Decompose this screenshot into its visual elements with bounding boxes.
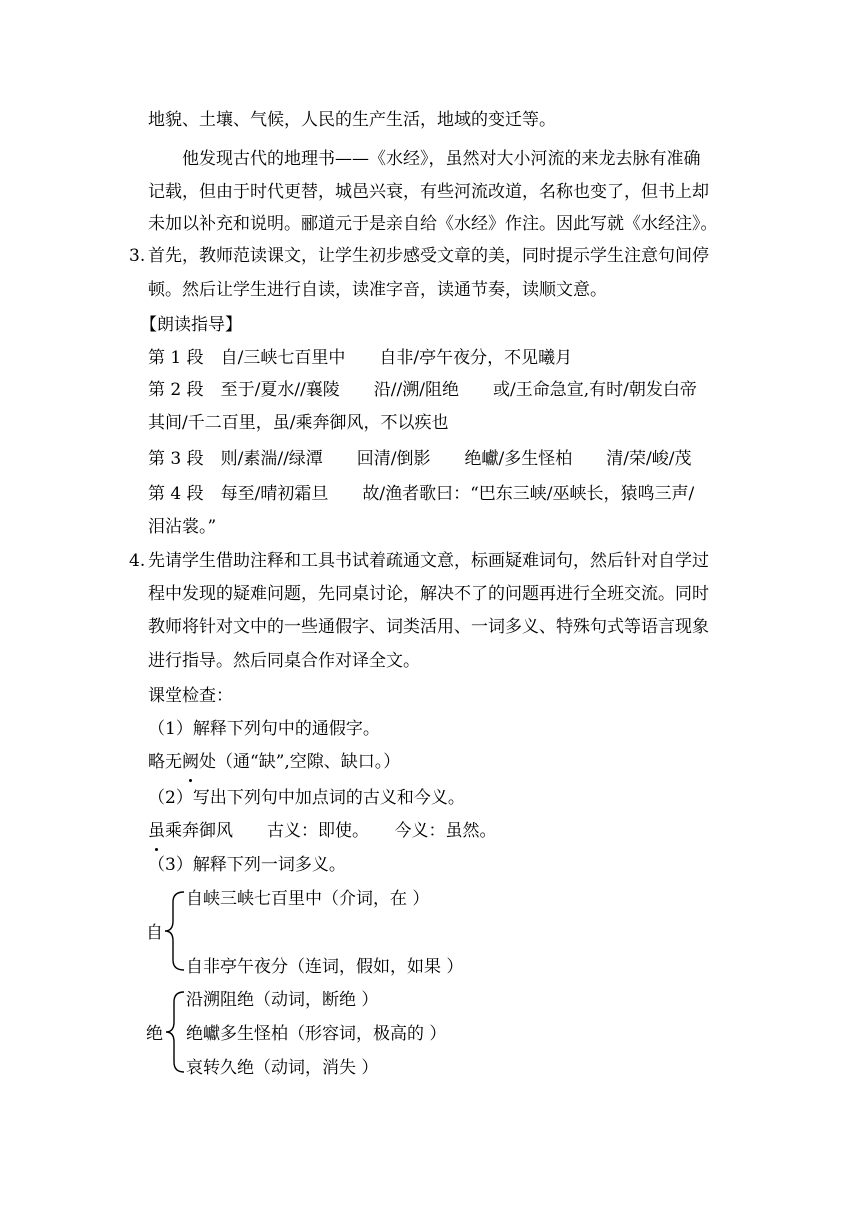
- reading-guide-line: 第 4 段 每至/晴初霜旦 故/渔者歌曰：“巴东三峡/巫峡长，猿鸣三声/: [148, 484, 695, 504]
- answer-line: [148, 819, 497, 843]
- meaning-line: 沿溯阻绝（动词，断绝 ）: [186, 990, 379, 1010]
- emphasis-dot-char: 阙: [182, 752, 199, 772]
- answer-text: 略无: [148, 752, 182, 772]
- meaning-line: 自非亭午夜分（连词，假如，如果 ）: [186, 957, 464, 977]
- paragraph-line: 进行指导。然后同桌合作对译全文。: [148, 651, 420, 671]
- paragraph-line: 顿。然后让学生进行自读，读准字音，读通节奏，读顺文意。: [148, 280, 607, 300]
- curly-brace-icon: [162, 890, 186, 972]
- reading-guide-line: 第 2 段 至于/夏水//襄陵 沿//溯/阻绝 或/王命急宣,有时/朝发白帝: [148, 380, 697, 400]
- meaning-line: 绝巘多生怪柏（形容词，极高的 ）: [186, 1024, 447, 1044]
- paragraph-line: 他发现古代的地理书——《水经》，虽然对大小河流的来龙去脉有准确: [182, 149, 701, 169]
- reading-guide-line: 泪沾裳。”: [148, 517, 217, 537]
- section-heading: 【朗读指导】: [140, 315, 242, 335]
- emphasis-dot-char: 虽: [148, 821, 165, 841]
- list-number: 4.: [129, 551, 146, 571]
- list-number: 3.: [129, 246, 146, 266]
- curly-brace-icon: [162, 990, 186, 1074]
- question-line: （1）解释下列句中的通假字。: [148, 719, 380, 739]
- question-line: （2）写出下列句中加点词的古义和今义。: [148, 788, 465, 808]
- reading-guide-line: 第 3 段 则/素湍//绿潭 回清/倒影 绝巘/多生怪柏 清/荣/峻/茂: [148, 449, 692, 469]
- meaning-line: 自峡三峡七百里中（介词，在 ）: [186, 889, 430, 909]
- paragraph-line: 首先，教师范读课文，让学生初步感受文章的美，同时提示学生注意句间停: [148, 246, 709, 266]
- answer-line: [148, 750, 400, 774]
- section-heading: 课堂检查：: [148, 686, 233, 706]
- paragraph-line: 地貌、土壤、气候，人民的生产生活，地域的变迁等。: [148, 110, 556, 130]
- question-line: （3）解释下列一词多义。: [148, 855, 346, 875]
- paragraph-line: 先请学生借助注释和工具书试着疏通文意，标画疑难词句，然后针对自学过: [148, 551, 709, 571]
- reading-guide-line: 第 1 段 自/三峡七百里中 自非/亭午夜分，不见曦月: [148, 348, 573, 368]
- paragraph-line: 未加以补充和说明。郦道元于是亲自给《水经》作注。因此写就《水经注》。: [148, 214, 718, 234]
- polysemy-character: 绝: [146, 1024, 163, 1044]
- paragraph-line: 教师将针对文中的一些通假字、词类活用、一词多义、特殊句式等语言现象: [148, 617, 709, 637]
- paragraph-line: 记载，但由于时代更替，城邑兴衰，有些河流改道，名称也变了，但书上却: [148, 182, 709, 202]
- meaning-line: 哀转久绝（动词，消失 ）: [186, 1058, 379, 1078]
- reading-guide-line: 其间/千二百里，虽/乘奔御风，不以疾也: [148, 413, 449, 433]
- polysemy-character: 自: [146, 923, 163, 943]
- answer-text: 处（通“缺”,空隙、缺口。）: [199, 752, 401, 772]
- paragraph-line: 程中发现的疑难问题，先同桌讨论，解决不了的问题再进行全班交流。同时: [148, 584, 709, 604]
- answer-text: 乘奔御风 古义：即使。 今义：虽然。: [165, 821, 497, 841]
